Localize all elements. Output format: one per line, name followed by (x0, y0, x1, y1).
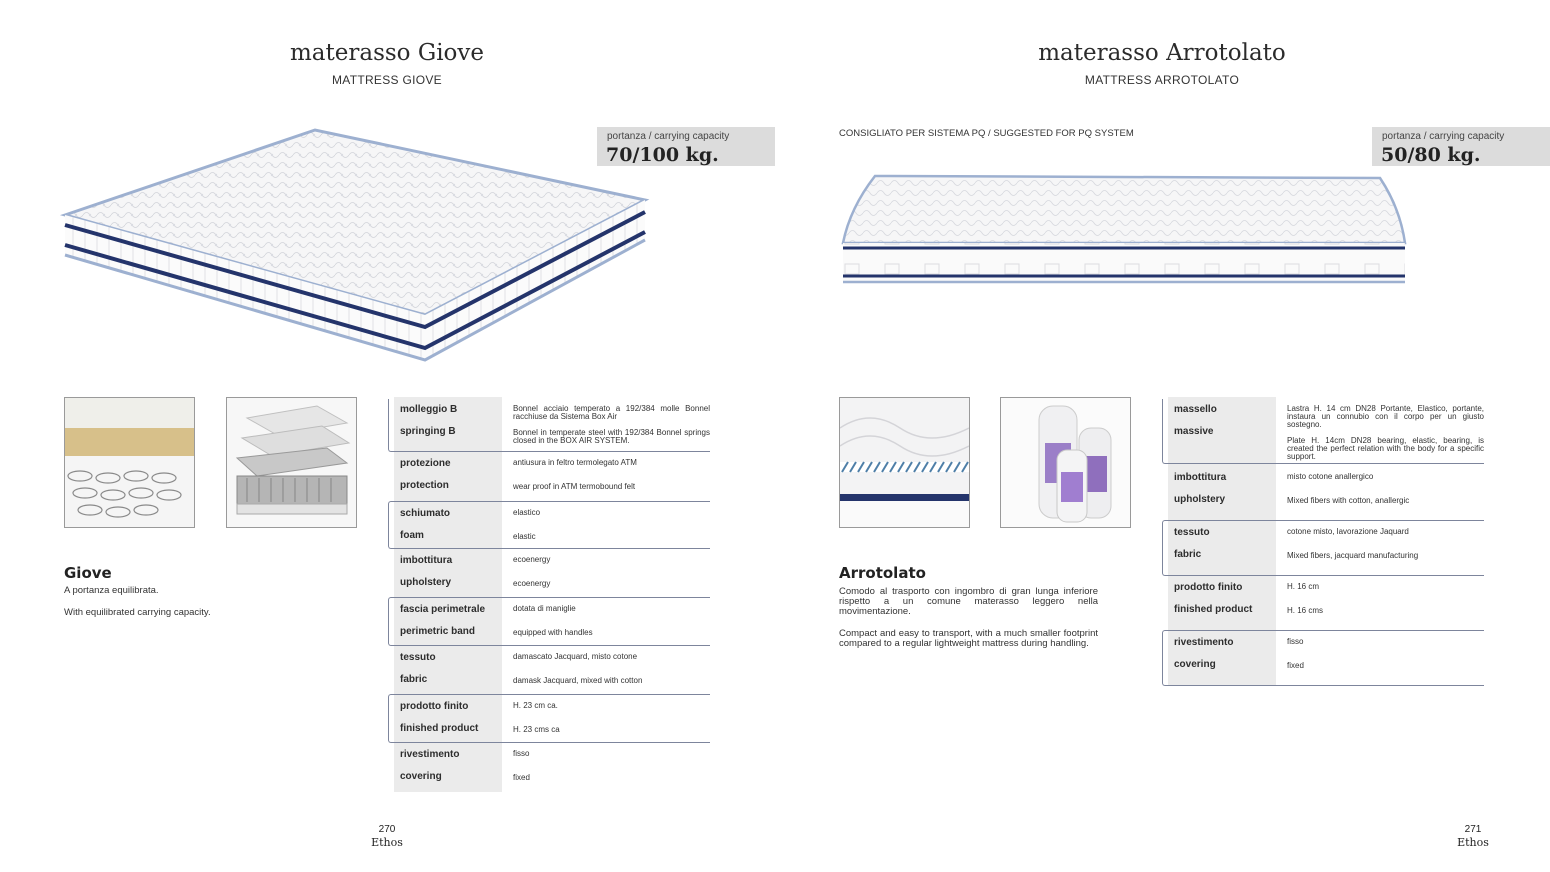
spec-value-en: H. 16 cms (1287, 606, 1324, 615)
spec-label-it: rivestimento (400, 749, 460, 760)
spec-value-en: Mixed fibers, jacquard manufacturing (1287, 551, 1419, 560)
spec-label-it: schiumato (400, 508, 451, 519)
spec-row (388, 397, 710, 452)
spec-value-en: wear proof in ATM termobound felt (513, 482, 636, 491)
right-spec-table (1162, 397, 1484, 687)
spec-row (388, 649, 710, 693)
spec-label-en: protection (400, 480, 449, 491)
spec-value-it: dotata di maniglie (513, 604, 576, 613)
spec-value-it: damascato Jacquard, misto cotone (513, 652, 638, 661)
spec-value-it: H. 16 cm (1287, 582, 1320, 591)
spec-label-en: covering (1174, 659, 1216, 670)
spec-row (1162, 397, 1484, 465)
spec-label-en: covering (400, 771, 442, 782)
spec-label-en: massive (1174, 426, 1214, 437)
spec-value-en: damask Jacquard, mixed with cotton (513, 676, 643, 685)
left-brand: Ethos (371, 836, 403, 849)
left-page-number: 270 (378, 824, 396, 835)
spec-label-en: upholstery (1174, 494, 1226, 505)
spec-value-it: Bonnel acciaio temperato a 192/384 molle Bonnel racchiuse da Sistema Box Air (513, 404, 710, 421)
arrotolato-mattress-image (835, 168, 1415, 293)
right-page-title: materasso Arrotolato (1038, 40, 1286, 66)
left-desc-en: With equilibrated carrying capacity. (64, 607, 211, 618)
spec-row (388, 694, 710, 743)
right-system-note: CONSIGLIATO PER SISTEMA PQ / SUGGESTED FOR PQ SYSTEM (839, 128, 1134, 139)
spec-value-en: H. 23 cms ca (513, 725, 560, 734)
spec-value-en: fixed (1287, 661, 1304, 670)
spec-value-it: misto cotone anallergico (1287, 472, 1374, 481)
spec-value-en: ecoenergy (513, 579, 551, 588)
spec-row (388, 746, 710, 790)
rolled-mattress-image (1000, 397, 1131, 528)
spec-row (388, 597, 710, 646)
right-description (839, 587, 1098, 661)
spec-value-en: elastic (513, 532, 536, 541)
right-desc-it: Comodo al trasporto con ingombro di gran lunga inferiore rispetto a un comune materasso leggero nella movimentazione. (839, 586, 1098, 617)
spec-label-en: perimetric band (400, 626, 476, 637)
spec-label-en: fabric (1174, 549, 1202, 560)
spec-label-it: rivestimento (1174, 637, 1234, 648)
left-product-name: Giove (64, 564, 112, 582)
spec-label-en: foam (400, 530, 424, 541)
spec-row (388, 501, 710, 549)
spec-label-en: fabric (400, 674, 428, 685)
spec-label-it: imbottitura (400, 555, 453, 566)
spec-value-it: Lastra H. 14 cm DN28 Portante, Elastico, portante, instaura un connubio con il corpo per un giusto sostegno. (1287, 404, 1484, 429)
left-spec-table (388, 397, 710, 792)
spec-row (1162, 630, 1484, 686)
spec-label-it: molleggio B (400, 404, 458, 415)
spec-value-en: fixed (513, 773, 530, 782)
spec-value-it: fisso (513, 749, 530, 758)
spec-label-en: finished product (1174, 604, 1253, 615)
right-desc-en: Compact and easy to transport, with a much smaller footprint compared to a regular lightweight mattress during handling. (839, 628, 1098, 649)
left-desc-it: A portanza equilibrata. (64, 585, 159, 596)
spec-label-it: massello (1174, 404, 1217, 415)
spec-row (1162, 578, 1484, 628)
spec-value-it: ecoenergy (513, 555, 551, 564)
spec-label-it: prodotto finito (1174, 582, 1243, 593)
spec-label-it: tessuto (1174, 527, 1210, 538)
spec-label-it: tessuto (400, 652, 436, 663)
spec-row (388, 455, 710, 499)
spec-label-it: prodotto finito (400, 701, 469, 712)
spec-label-it: imbottitura (1174, 472, 1227, 483)
spec-value-it: H. 23 cm ca. (513, 701, 558, 710)
spec-value-en: equipped with handles (513, 628, 593, 637)
right-product-name: Arrotolato (839, 564, 926, 582)
right-capacity-label: portanza / carrying capacity (1382, 131, 1505, 142)
left-page-subtitle: MATTRESS GIOVE (332, 73, 442, 87)
left-description (64, 586, 304, 630)
right-page-subtitle: MATTRESS ARROTOLATO (1084, 73, 1240, 87)
left-capacity-value: 70/100 kg. (606, 144, 719, 166)
spec-value-en: Bonnel in temperate steel with 192/384 Bonnel springs closed in the BOX AIR SYSTEM. (513, 428, 710, 445)
spec-value-it: antiusura in feltro termolegato ATM (513, 458, 637, 467)
spec-value-en: Mixed fibers with cotton, anallergic (1287, 496, 1410, 505)
left-page-title: materasso Giove (289, 40, 485, 66)
spec-row (1162, 520, 1484, 576)
spec-label-en: finished product (400, 723, 479, 734)
spec-value-it: elastico (513, 508, 541, 517)
quilting-detail-image (839, 397, 970, 528)
layers-detail-image (226, 397, 357, 528)
spec-value-en: Plate H. 14cm DN28 bearing, elastic, bearing, is created the perfect relation with the body for a specific support. (1287, 436, 1484, 461)
springs-detail-image (64, 397, 195, 528)
spec-value-it: cotone misto, lavorazione Jaquard (1287, 527, 1409, 536)
right-capacity-box (1372, 127, 1550, 166)
right-brand: Ethos (1457, 836, 1489, 849)
spec-value-it: fisso (1287, 637, 1304, 646)
spec-row (388, 552, 710, 596)
spec-label-it: protezione (400, 458, 451, 469)
spec-label-en: upholstery (400, 577, 452, 588)
right-capacity-value: 50/80 kg. (1381, 144, 1481, 166)
spec-label-en: springing B (400, 426, 456, 437)
giove-mattress-image (55, 120, 665, 370)
spec-row (1162, 467, 1484, 517)
right-page-number: 271 (1464, 824, 1482, 835)
left-capacity-label: portanza / carrying capacity (607, 131, 730, 142)
spec-label-it: fascia perimetrale (400, 604, 486, 615)
